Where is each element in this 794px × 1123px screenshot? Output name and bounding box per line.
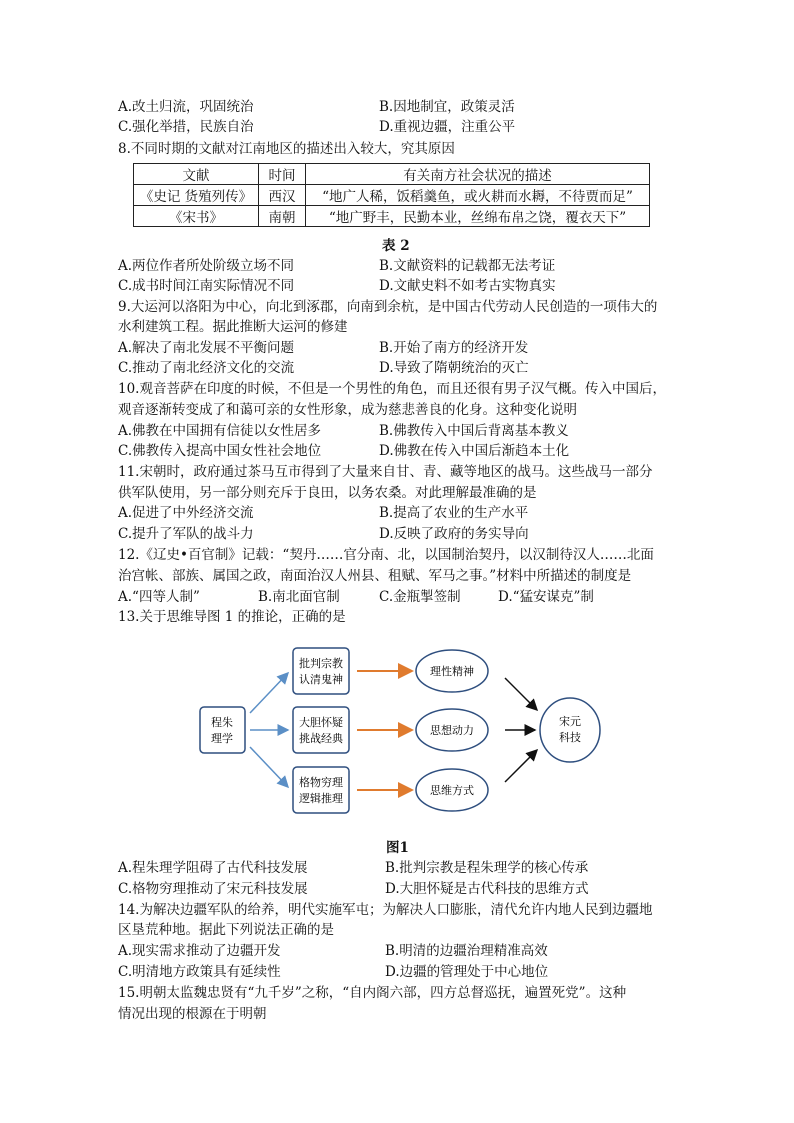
- q7-option-d: D.重视边疆，注重公平: [379, 119, 516, 135]
- q13-option-c: C.格物穷理推动了宋元科技发展: [118, 881, 308, 897]
- oval3-label: 思维方式: [430, 784, 474, 797]
- q8-option-a: A.两位作者所处阶级立场不同: [118, 258, 295, 274]
- q14-stem-line1: 14.为解决边疆军队的给养，明代实施军屯；为解决人口膨胀，清代允许内地人民到边疆地: [118, 902, 653, 918]
- q7-option-a: A.改土归流，巩固统治: [118, 99, 254, 115]
- q10-option-d: D.佛教在传入中国后渐趋本土化: [379, 443, 570, 459]
- q14-option-d: D.边疆的管理处于中心地位: [385, 964, 549, 980]
- q14-stem-line2: 区垦荒种地。据此下列说法正确的是: [118, 922, 334, 938]
- q13-option-d: D.大胆怀疑是古代科技的思维方式: [385, 881, 589, 897]
- q8-table: [133, 163, 650, 227]
- q12-option-a: A.“四等人制”: [118, 589, 200, 605]
- box2-line1: 大胆怀疑: [299, 716, 343, 729]
- q11-option-a: A.促进了中外经济交流: [118, 505, 254, 521]
- q11-option-d: D.反映了政府的务实导向: [379, 526, 529, 542]
- arrow-root-to-box3: [250, 747, 288, 787]
- box-criticize-religion: [293, 648, 349, 694]
- q12-stem-line1: 12.《辽史•百官制》记载：“契丹……官分南、北，以国制治契丹，以汉制待汉人……北面: [118, 547, 654, 563]
- q8-option-c: C.成书时间江南实际情况不同: [118, 278, 295, 294]
- q12-option-d: D.“猛安谋克”制: [498, 589, 594, 605]
- target-circle: [540, 698, 600, 762]
- table-header-cell: 文献: [134, 164, 259, 185]
- box-investigate-things: [293, 767, 349, 813]
- figure-caption: 图1: [386, 840, 409, 856]
- target-label-line1: 宋元: [559, 715, 581, 728]
- target-label-line2: 科技: [559, 731, 581, 744]
- root-box: [200, 707, 245, 753]
- q8-option-d: D.文献史料不如考古实物真实: [379, 278, 556, 294]
- q10-stem-line1: 10.观音菩萨在印度的时候，不但是一个男性的角色，而且还很有男子汉气概。传入中国后，: [118, 381, 666, 397]
- box2-line2: 挑战经典: [299, 732, 343, 745]
- q9-stem-line2: 水利建筑工程。据此推断大运河的修建: [118, 319, 348, 335]
- table-caption: 表 2: [382, 238, 410, 254]
- table-cell: 《史记 货殖列传》: [134, 185, 259, 206]
- q10-option-a: A.佛教在中国拥有信徒以女性居多: [118, 423, 322, 439]
- q14-option-c: C.明清地方政策具有延续性: [118, 964, 281, 980]
- mind-map-diagram: [190, 640, 610, 830]
- root-label-line2: 理学: [211, 732, 233, 745]
- q10-option-c: C.佛教传入提高中国女性社会地位: [118, 443, 322, 459]
- table-header-cell: 有关南方社会状况的描述: [306, 164, 650, 185]
- q9-option-d: D.导致了隋朝统治的灭亡: [379, 360, 529, 376]
- box3-line2: 逻辑推理: [299, 792, 343, 805]
- box1-line2: 认清鬼神: [299, 673, 343, 686]
- q7-option-c: C.强化举措，民族自治: [118, 119, 254, 135]
- root-label-line1: 程朱: [211, 716, 233, 729]
- q8-stem: 8.不同时期的文献对江南地区的描述出入较大，究其原因: [118, 141, 455, 157]
- box3-line1: 格物穷理: [299, 776, 343, 789]
- q13-option-b: B.批判宗教是程朱理学的核心传承: [385, 860, 589, 876]
- q10-stem-line2: 观音逐渐转变成了和蔼可亲的女性形象，成为慈悲善良的化身。这种变化说明: [118, 402, 577, 418]
- table-cell: 南朝: [259, 206, 306, 227]
- oval1-label: 理性精神: [430, 665, 474, 678]
- oval2-label: 思想动力: [430, 724, 474, 737]
- q10-option-b: B.佛教传入中国后背离基本教义: [379, 423, 569, 439]
- q11-stem-line1: 11.宋朝时，政府通过茶马互市得到了大量来自甘、青、藏等地区的战马。这些战马一部分: [118, 464, 653, 480]
- box-bold-doubt: [293, 707, 349, 753]
- table-cell: “地广野丰，民勤本业，丝绵布帛之饶，覆衣天下”: [306, 206, 650, 227]
- q12-stem-line2: 治宫帐、部族、属国之政，南面治汉人州县、租赋、军马之事。”材料中所描述的制度是: [118, 568, 632, 584]
- q7-option-b: B.因地制宜，政策灵活: [379, 99, 515, 115]
- q12-option-c: C.金瓶掣签制: [379, 589, 461, 605]
- q14-option-b: B.明清的边疆治理精准高效: [385, 943, 548, 959]
- table-header-cell: 时间: [259, 164, 306, 185]
- arrow-root-to-box1: [250, 673, 288, 713]
- q9-option-b: B.开始了南方的经济开发: [379, 340, 529, 356]
- table-cell: 西汉: [259, 185, 306, 206]
- q15-stem-line1: 15.明朝太监魏忠贤有“九千岁”之称，“自内阁六部，四方总督巡抚，遍置死党”。这种: [118, 985, 627, 1001]
- q12-option-b: B.南北面官制: [258, 589, 340, 605]
- q11-option-b: B.提高了农业的生产水平: [379, 505, 529, 521]
- table-cell: “地广人稀，饭稻羹鱼，或火耕而水耨，不待贾而足”: [306, 185, 650, 206]
- q8-option-b: B.文献资料的记载都无法考证: [379, 258, 556, 274]
- q13-option-a: A.程朱理学阻碍了古代科技发展: [118, 860, 308, 876]
- q13-stem: 13.关于思维导图 1 的推论，正确的是: [118, 609, 346, 625]
- q9-option-a: A.解决了南北发展不平衡问题: [118, 340, 295, 356]
- q9-option-c: C.推动了南北经济文化的交流: [118, 360, 295, 376]
- arrow-oval1-to-target: [505, 678, 537, 710]
- table-cell: 《宋书》: [134, 206, 259, 227]
- q9-stem-line1: 9.大运河以洛阳为中心，向北到涿郡，向南到余杭，是中国古代劳动人民创造的一项伟大的: [118, 299, 658, 315]
- q15-stem-line2: 情况出现的根源在于明朝: [118, 1006, 267, 1022]
- q11-stem-line2: 供军队使用，另一部分则充斥于良田，以务农桑。对此理解最准确的是: [118, 485, 537, 501]
- q14-option-a: A.现实需求推动了边疆开发: [118, 943, 281, 959]
- arrow-oval3-to-target: [505, 750, 537, 782]
- box1-line1: 批判宗教: [299, 657, 343, 670]
- q11-option-c: C.提升了军队的战斗力: [118, 526, 254, 542]
